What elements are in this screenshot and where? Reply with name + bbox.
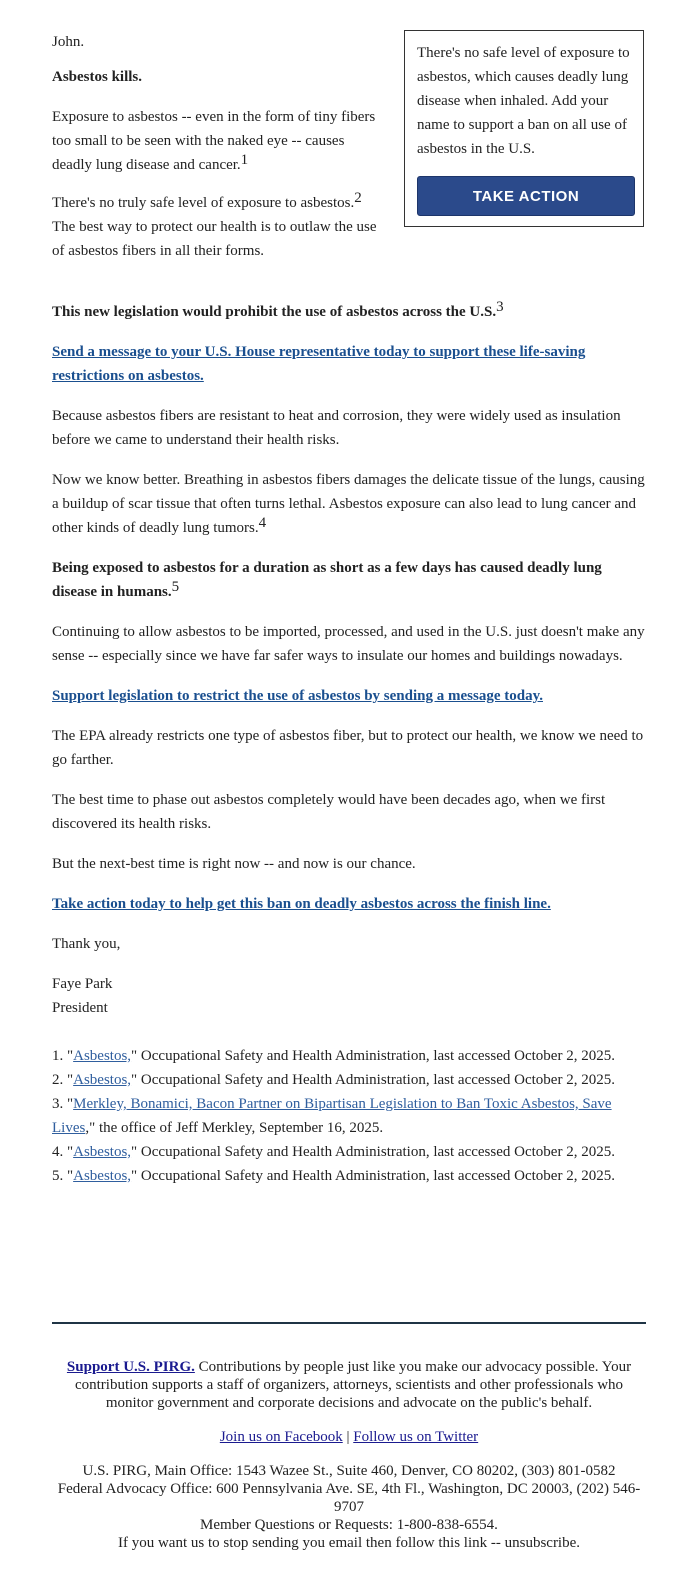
quote-mark: "	[67, 1048, 74, 1064]
footnote-marker: 4	[258, 515, 267, 531]
spacer	[52, 1446, 646, 1462]
references	[52, 1044, 648, 1188]
next-best-paragraph: But the next-best time is right now -- and now is our chance.	[52, 856, 416, 872]
continue-paragraph: Continuing to allow asbestos to be imported, processed, and used in the U.S. just doesn't make any sense -- especially since we have far safer ways to insulate our homes and buildings nowadays.	[52, 624, 645, 664]
support-text: Contributions by people just like you make our advocacy possible. Your contribution supports a staff of organizers, attorneys, scientists and other professionals who monitor government and corporate decisions and advocate on the public's behalf.	[74, 1359, 632, 1411]
federal-office: Federal Advocacy Office: 600 Pennsylvania Ave. SE, 4th Fl., Washington, DC 20003, (202) 546-9707	[57, 1481, 641, 1515]
reference-link[interactable]: Asbestos,	[73, 1144, 132, 1160]
reference-text: " Occupational Safety and Health Administration, last accessed October 2, 2025.	[131, 1048, 615, 1064]
take-action-button[interactable]: TAKE ACTION	[417, 176, 635, 216]
exposure-text: Exposure to asbestos -- even in the form of tiny fibers too small to be seen with the naked eye -- causes deadly lung disease and cancer.	[52, 109, 376, 173]
reference-text: " Occupational Safety and Health Administration, last accessed October 2, 2025.	[131, 1072, 615, 1088]
safe-level-paragraph	[52, 191, 382, 263]
footer-divider	[52, 1322, 646, 1324]
take-action-box-text: There's no safe level of exposure to asbestos, which causes deadly lung disease when inhaled. Add your name to support a ban on all use of asbestos in the U.S.	[417, 45, 630, 157]
few-days-text: Being exposed to asbestos for a duration as short as a few days has caused deadly lung disease in humans.	[52, 560, 602, 600]
reference-item	[52, 1164, 648, 1188]
email-body	[52, 0, 648, 1184]
protect-text: The best way to protect our health is to outlaw the use of asbestos fibers in all their forms.	[52, 219, 377, 259]
thanks: Thank you,	[52, 936, 121, 952]
signer-name: Faye Park	[52, 976, 113, 992]
take-action-link[interactable]: Take action today to help get this ban on deadly asbestos across the finish line.	[52, 896, 551, 912]
greeting: John.	[52, 34, 85, 50]
reference-link[interactable]: Merkley, Bonamici, Bacon Partner on Bipartisan Legislation to Ban Toxic Asbestos, Save Lives	[52, 1096, 612, 1136]
main-content	[52, 300, 648, 1188]
legislation-text: This new legislation would prohibit the use of asbestos across the U.S.	[52, 304, 497, 320]
quote-mark: "	[67, 1072, 74, 1088]
unsubscribe-text: If you want us to stop sending you email then follow this link -- unsubscribe.	[117, 1535, 581, 1551]
quote-mark: "	[67, 1144, 74, 1160]
quote-mark: "	[67, 1096, 74, 1112]
main-office: U.S. PIRG, Main Office: 1543 Wazee St., Suite 460, Denver, CO 80202, (303) 801-0582	[82, 1463, 616, 1479]
reference-number: 2.	[52, 1072, 64, 1088]
quote-mark: "	[67, 1168, 74, 1184]
facebook-link[interactable]: Join us on Facebook	[219, 1429, 343, 1445]
best-time-paragraph: The best time to phase out asbestos completely would have been decades ago, when we first discovered its health risks.	[52, 792, 606, 832]
support-legislation-link[interactable]: Support legislation to restrict the use of asbestos by sending a message today.	[52, 688, 543, 704]
twitter-link[interactable]: Follow us on Twitter	[353, 1429, 479, 1445]
reference-number: 1.	[52, 1048, 64, 1064]
reference-item	[52, 1140, 648, 1164]
reference-number: 3.	[52, 1096, 64, 1112]
few-days-paragraph	[52, 556, 648, 604]
social-separator: |	[342, 1429, 354, 1445]
reference-link[interactable]: Asbestos,	[73, 1072, 132, 1088]
legislation-paragraph	[52, 300, 648, 324]
footnote-marker: 2	[354, 190, 362, 206]
reference-text: " Occupational Safety and Health Administration, last accessed October 2, 2025.	[131, 1168, 615, 1184]
reference-number: 4.	[52, 1144, 64, 1160]
heat-paragraph: Because asbestos fibers are resistant to heat and corrosion, they were widely used as insulation before we came to understand their health risks.	[52, 408, 621, 448]
signature	[52, 972, 648, 1020]
know-better-text: Now we know better. Breathing in asbestos fibers damages the delicate tissue of the lungs, causing a buildup of scar tissue that often turns lethal. Asbestos exposure can also lead to lung cancer and other kinds of deadly lung tumors.	[52, 472, 645, 536]
know-better-paragraph	[52, 468, 648, 540]
intro-section	[52, 0, 648, 300]
epa-paragraph: The EPA already restricts one type of asbestos fiber, but to protect our health, we know we need to go farther.	[52, 728, 644, 768]
spacer	[52, 1412, 646, 1428]
reference-text: ," the office of Jeff Merkley, September 16, 2025.	[85, 1120, 384, 1136]
footnote-marker: 1	[240, 152, 249, 168]
send-message-link[interactable]: Send a message to your U.S. House representative today to support these life-saving restrictions on asbestos.	[52, 344, 586, 384]
take-action-box	[404, 30, 644, 227]
reference-text: " Occupational Safety and Health Administration, last accessed October 2, 2025.	[131, 1144, 615, 1160]
footer	[52, 1358, 646, 1552]
headline: Asbestos kills.	[52, 69, 143, 85]
member-questions: Member Questions or Requests: 1-800-838-6554.	[200, 1517, 498, 1533]
signer-title: President	[52, 1000, 108, 1016]
support-link[interactable]: Support U.S. PIRG.	[66, 1359, 195, 1375]
reference-item	[52, 1092, 648, 1140]
reference-item	[52, 1044, 648, 1068]
link-paragraph-1	[52, 340, 648, 388]
reference-item	[52, 1068, 648, 1092]
footnote-marker: 5	[171, 579, 180, 595]
support-paragraph	[52, 1358, 646, 1412]
intro-column	[52, 30, 382, 263]
reference-link[interactable]: Asbestos,	[73, 1168, 132, 1184]
link-paragraph-2	[52, 684, 648, 708]
reference-link[interactable]: Asbestos,	[73, 1048, 132, 1064]
link-paragraph-3	[52, 892, 648, 916]
reference-number: 5.	[52, 1168, 64, 1184]
exposure-paragraph	[52, 105, 382, 177]
social-links	[52, 1428, 646, 1446]
footnote-marker: 3	[496, 299, 504, 315]
safe-level-text: There's no truly safe level of exposure to asbestos.	[52, 195, 355, 211]
